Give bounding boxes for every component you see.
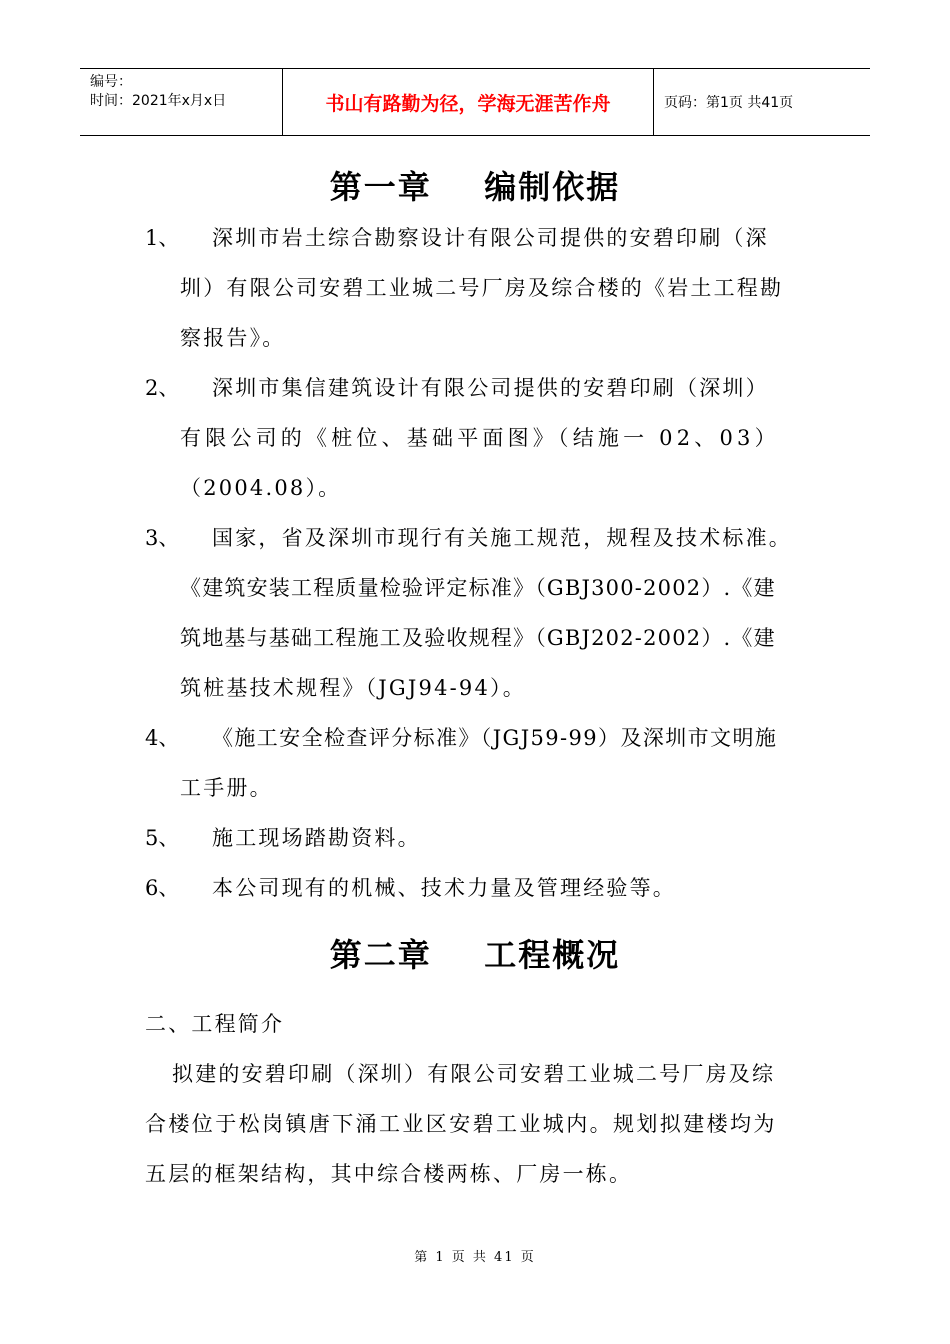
- item-2-line-2: 有限公司的《桩位、基础平面图》（结施一 02、03）: [180, 426, 780, 450]
- item-1-line-1: 深圳市岩土综合勘察设计有限公司提供的安碧印刷（深: [212, 226, 769, 250]
- item-2-line-3: （2004.08）。: [180, 476, 342, 500]
- header-page-info: 页码：第1页 共41页: [664, 95, 794, 111]
- item-4-line-2: 工手册。: [180, 776, 273, 800]
- header-meta: [80, 69, 282, 135]
- item-5-number: 5、: [145, 826, 180, 850]
- chapter-1-title: 第一章 编制依据: [329, 168, 621, 206]
- paragraph-line-2: 合楼位于松岗镇唐下涌工业区安碧工业城内。规划拟建楼均为: [145, 1112, 777, 1136]
- section-heading: 二、工程简介: [145, 1012, 285, 1036]
- item-3-line-3: 筑地基与基础工程施工及验收规程》（GBJ202-2002）.《建: [180, 626, 776, 650]
- item-4-number: 4、: [145, 726, 180, 750]
- item-3-line-2: 《建筑安装工程质量检验评定标准》（GBJ300-2002）.《建: [180, 576, 776, 600]
- item-3-line-4: 筑桩基技术规程》（JGJ94-94）。: [180, 676, 526, 700]
- date-label: 时间：2021年x月x日: [90, 93, 227, 109]
- item-4-line-1: 《施工安全检查评分标准》（JGJ59-99）及深圳市文明施: [212, 726, 778, 750]
- item-1-line-3: 察报告》。: [180, 326, 286, 350]
- item-6-number: 6、: [145, 876, 180, 900]
- header-motto: 书山有路勤为径，学海无涯苦作舟: [282, 69, 654, 135]
- paragraph-line-3: 五层的框架结构，其中综合楼两栋、厂房一栋。: [145, 1162, 633, 1186]
- item-1-number: 1、: [145, 226, 180, 250]
- item-3-line-1: 国家，省及深圳市现行有关施工规范，规程及技术标准。: [212, 526, 792, 550]
- chapter-2-title: 第二章 工程概况: [329, 936, 621, 974]
- item-1-line-2: 圳）有限公司安碧工业城二号厂房及综合楼的《岩土工程勘: [180, 276, 784, 300]
- item-6-line-1: 本公司现有的机械、技术力量及管理经验等。: [212, 876, 676, 900]
- page-footer: 第 1 页 共 41 页: [414, 1250, 536, 1265]
- page-header: [80, 68, 870, 136]
- paragraph-line-1: 拟建的安碧印刷（深圳）有限公司安碧工业城二号厂房及综: [172, 1062, 776, 1086]
- item-2-number: 2、: [145, 376, 180, 400]
- number-label: 编号：: [90, 74, 132, 90]
- item-3-number: 3、: [145, 526, 180, 550]
- item-2-line-1: 深圳市集信建筑设计有限公司提供的安碧印刷（深圳）: [212, 376, 769, 400]
- item-5-line-1: 施工现场踏勘资料。: [212, 826, 421, 850]
